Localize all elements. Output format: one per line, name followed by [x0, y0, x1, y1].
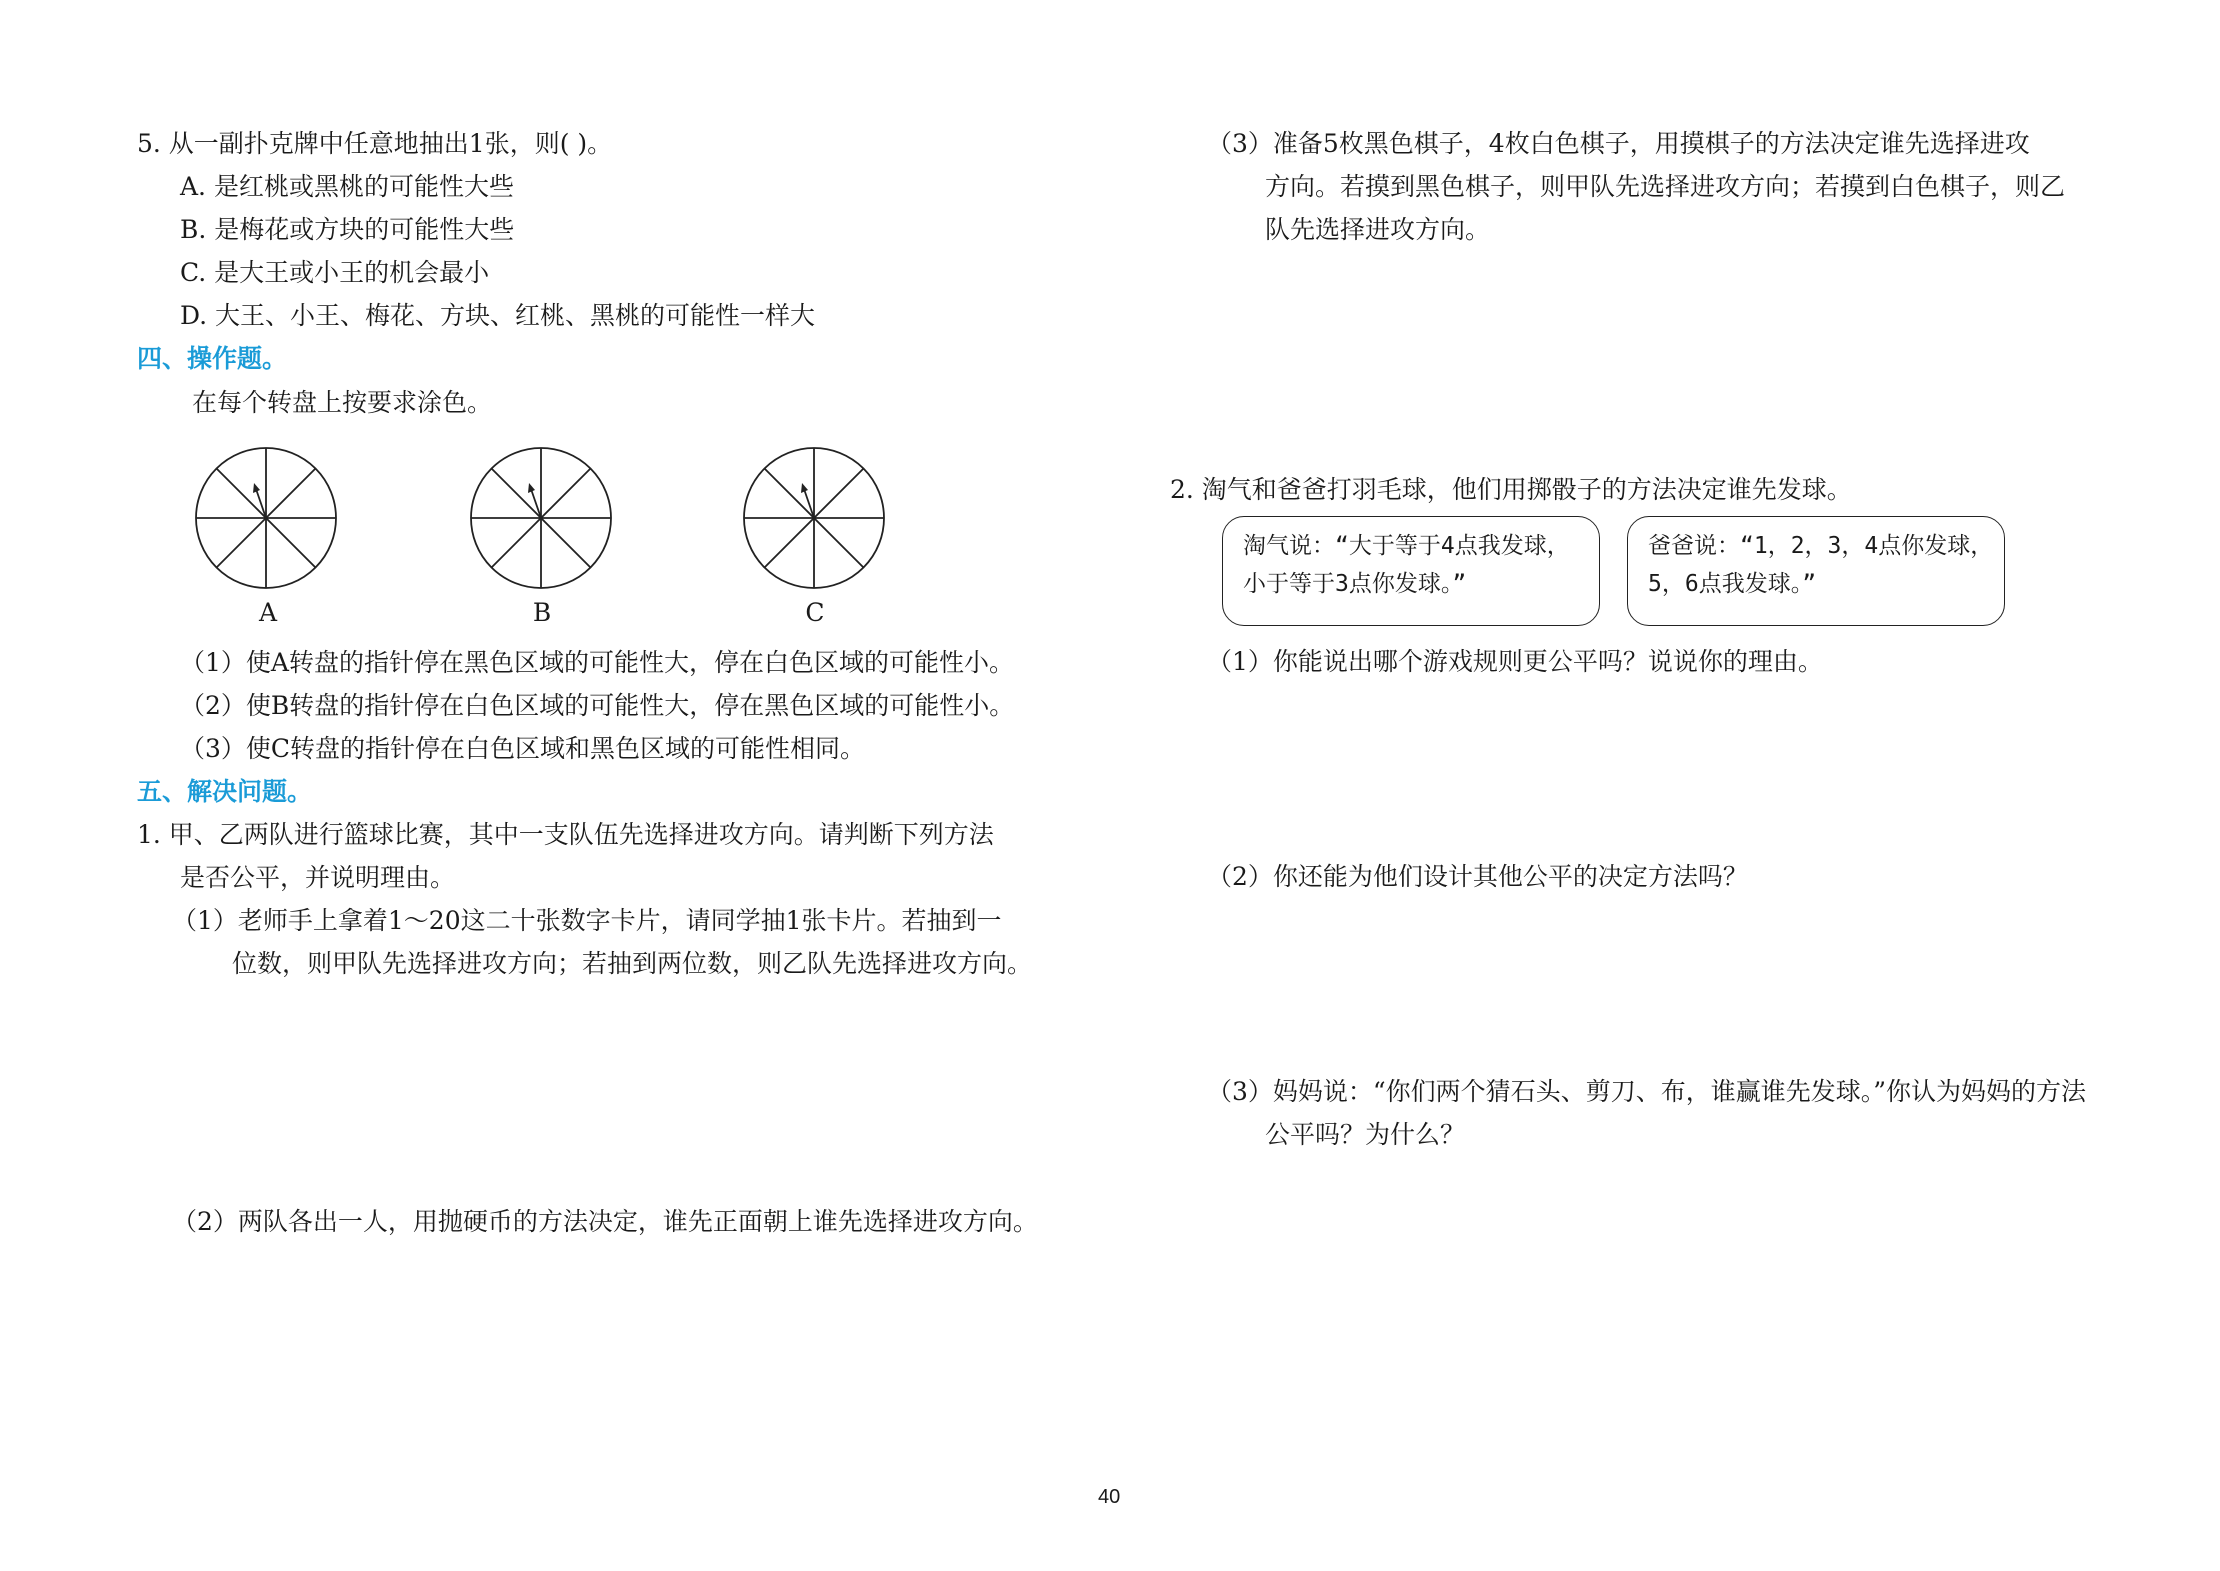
q1-stem-line1: 1. 甲、乙两队进行篮球比赛，其中一支队伍先选择进攻方向。请判断下列方法 — [137, 820, 994, 849]
spinner-c[interactable] — [741, 445, 887, 591]
bubble-taoqi-line2: 小于等于3点你发球。” — [1243, 571, 1467, 597]
q2-stem: 2. 淘气和爸爸打羽毛球，他们用掷骰子的方法决定谁先发球。 — [1170, 475, 1852, 504]
q2-sub3-line2: 公平吗？为什么？ — [1265, 1120, 1466, 1149]
bubble-taoqi-line1: 淘气说：“大于等于4点我发球， — [1243, 533, 1570, 559]
q1-stem-line2: 是否公平，并说明理由。 — [180, 863, 456, 892]
q1-sub3-line2: 方向。若摸到黑色棋子，则甲队先选择进攻方向；若摸到白色棋子，则乙 — [1265, 172, 2066, 201]
section4-task-3: （3）使C转盘的指针停在白色区域和黑色区域的可能性相同。 — [180, 734, 866, 763]
spinner-c-label: C — [805, 598, 825, 627]
section4-task-1: （1）使A转盘的指针停在黑色区域的可能性大，停在白色区域的可能性小。 — [180, 648, 1014, 677]
speech-bubble-baba — [1627, 516, 2005, 626]
speech-bubble-taoqi — [1222, 516, 1600, 626]
q1-sub1-line2: 位数，则甲队先选择进攻方向；若抽到两位数，则乙队先选择进攻方向。 — [232, 949, 1033, 978]
q5-stem: 5. 从一副扑克牌中任意地抽出1张，则( )。 — [137, 129, 613, 158]
q1-sub3-line3: 队先选择进攻方向。 — [1265, 215, 1491, 244]
q2-sub2: （2）你还能为他们设计其他公平的决定方法吗？ — [1207, 862, 1748, 891]
q5-option-c: C. 是大王或小王的机会最小 — [180, 258, 490, 287]
q5-option-d: D. 大王、小王、梅花、方块、红桃、黑桃的可能性一样大 — [180, 301, 816, 330]
q1-sub3-line1: （3）准备5枚黑色棋子，4枚白色棋子，用摸棋子的方法决定谁先选择进攻 — [1207, 129, 2030, 158]
q1-sub1-line1: （1）老师手上拿着1～20这二十张数字卡片，请同学抽1张卡片。若抽到一 — [172, 906, 1002, 935]
q2-sub1: （1）你能说出哪个游戏规则更公平吗？说说你的理由。 — [1207, 647, 1823, 676]
spinner-a[interactable] — [193, 445, 339, 591]
q5-option-b: B. 是梅花或方块的可能性大些 — [180, 215, 515, 244]
section4-task-2: （2）使B转盘的指针停在白色区域的可能性大，停在黑色区域的可能性小。 — [180, 691, 1015, 720]
q2-sub3-line1: （3）妈妈说：“你们两个猜石头、剪刀、布，谁赢谁先发球。”你认为妈妈的方法 — [1207, 1077, 2086, 1106]
bubble-baba-line2: 5，6点我发球。” — [1648, 571, 1817, 597]
spinner-b-label: B — [532, 598, 552, 627]
page-number: 40 — [1098, 1486, 1121, 1508]
bubble-baba-line1: 爸爸说：“1，2，3，4点你发球， — [1648, 533, 1994, 559]
q5-option-a: A. 是红桃或黑桃的可能性大些 — [180, 172, 514, 201]
section4-heading: 四、操作题。 — [137, 344, 288, 373]
section4-instruction: 在每个转盘上按要求涂色。 — [192, 388, 493, 417]
q1-sub2: （2）两队各出一人，用抛硬币的方法决定，谁先正面朝上谁先选择进攻方向。 — [172, 1207, 1038, 1236]
section5-heading: 五、解决问题。 — [137, 777, 313, 806]
spinner-b[interactable] — [468, 445, 614, 591]
spinner-a-label: A — [258, 598, 278, 627]
